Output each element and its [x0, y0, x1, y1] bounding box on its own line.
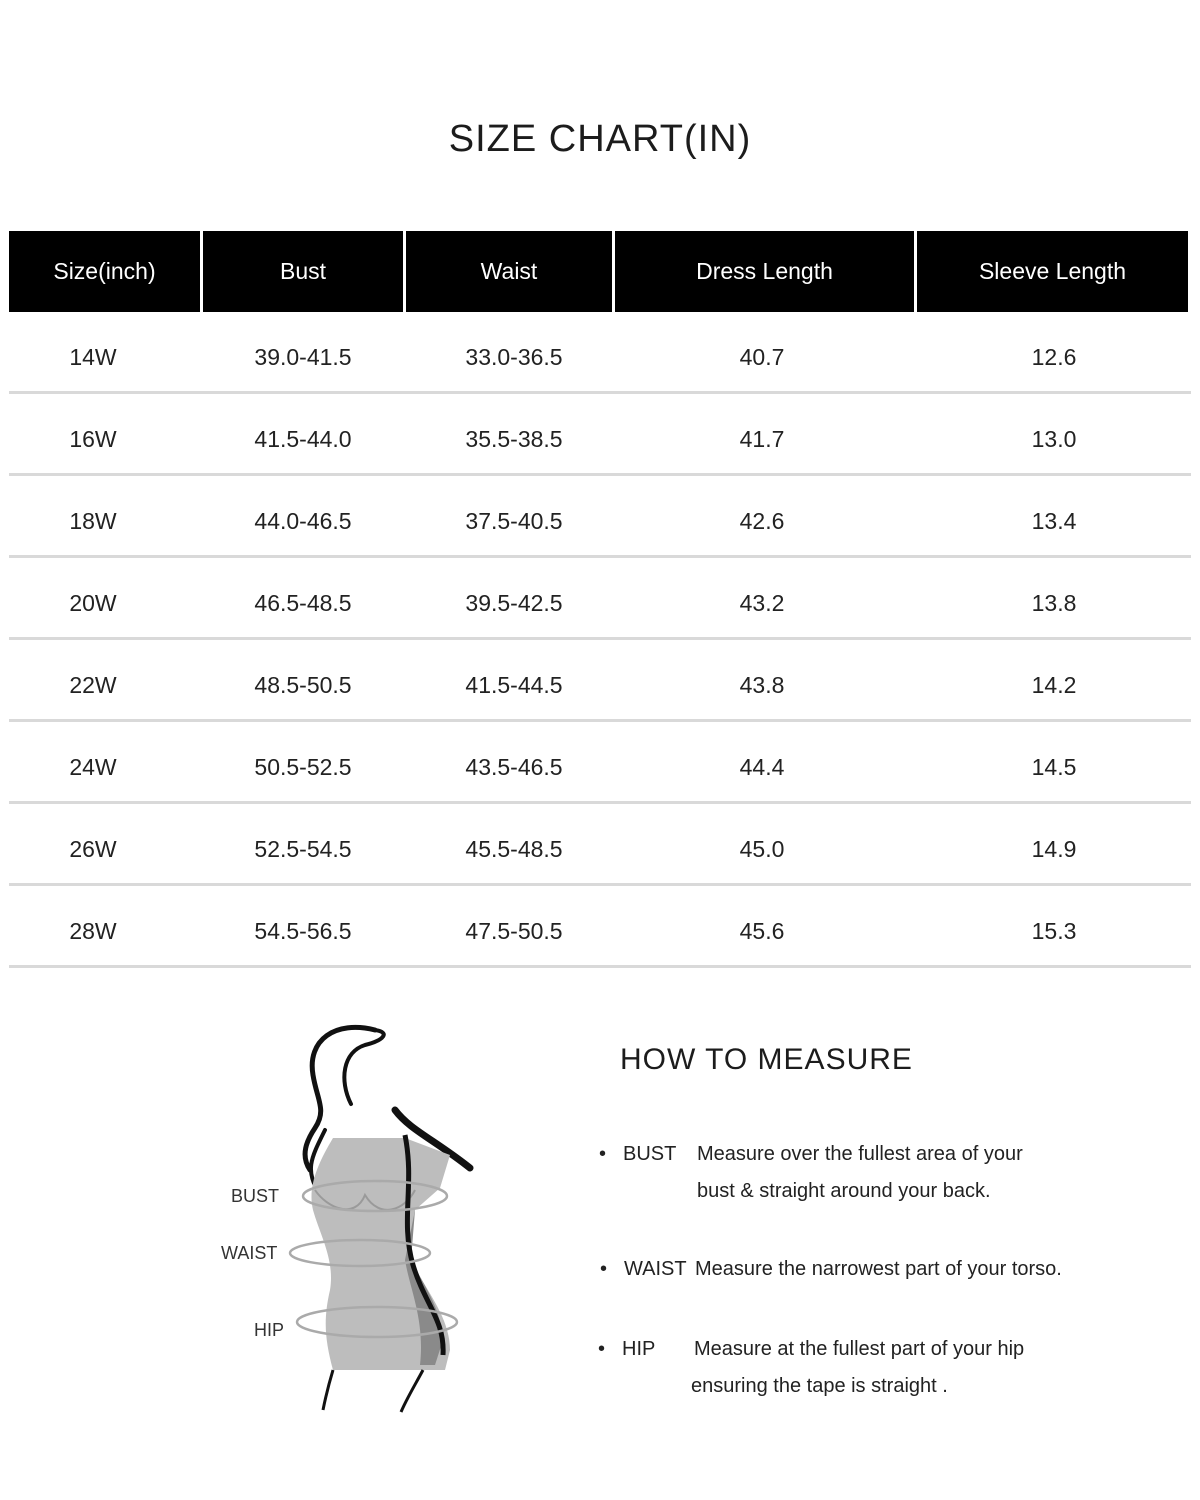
measure-item-waist — [600, 1251, 1062, 1287]
cell-sleeve-length: 14.2 — [1031, 672, 1077, 698]
cell-waist: 35.5-38.5 — [465, 426, 563, 452]
table-row — [9, 722, 1191, 804]
cell-dress-length: 45.6 — [739, 918, 785, 944]
cell-dress-length: 41.7 — [739, 426, 785, 452]
cell-size: 16W — [69, 426, 117, 452]
cell-bust: 48.5-50.5 — [254, 672, 352, 698]
cell-bust: 44.0-46.5 — [254, 508, 352, 534]
body-measure-figure — [215, 1020, 485, 1420]
header-sleeve-length: Sleeve Length — [917, 231, 1188, 312]
cell-dress-length: 43.2 — [739, 590, 785, 616]
header-size: Size(inch) — [9, 231, 200, 312]
measure-text: Measure at the fullest part of your hip — [694, 1338, 1025, 1360]
cell-dress-length: 40.7 — [739, 344, 785, 370]
measure-text-line2: ensuring the tape is straight . — [691, 1375, 948, 1397]
bullet-icon: • — [600, 1258, 608, 1280]
how-to-measure-title: HOW TO MEASURE — [620, 1043, 913, 1076]
figure-bust-label: BUST — [231, 1186, 280, 1206]
cell-sleeve-length: 15.3 — [1031, 918, 1077, 944]
cell-dress-length: 45.0 — [739, 836, 785, 862]
measure-label: HIP — [622, 1338, 656, 1360]
cell-size: 14W — [69, 344, 117, 370]
table-row — [9, 394, 1191, 476]
cell-waist: 43.5-46.5 — [465, 754, 563, 780]
cell-dress-length: 43.8 — [739, 672, 785, 698]
table-header — [9, 231, 1191, 312]
cell-bust: 41.5-44.0 — [254, 426, 352, 452]
table-row — [9, 886, 1191, 968]
cell-waist: 39.5-42.5 — [465, 590, 563, 616]
cell-bust: 39.0-41.5 — [254, 344, 352, 370]
cell-dress-length: 44.4 — [739, 754, 785, 780]
cell-bust: 54.5-56.5 — [254, 918, 352, 944]
table-row — [9, 558, 1191, 640]
cell-waist: 33.0-36.5 — [465, 344, 563, 370]
size-table-body — [9, 312, 1191, 968]
cell-waist: 45.5-48.5 — [465, 836, 563, 862]
table-row — [9, 804, 1191, 886]
bullet-icon: • — [598, 1338, 606, 1360]
cell-size: 22W — [69, 672, 117, 698]
table-row — [9, 476, 1191, 558]
measure-label: BUST — [623, 1143, 677, 1165]
measure-text-line2: bust & straight around your back. — [697, 1180, 991, 1202]
measure-label: WAIST — [624, 1258, 687, 1280]
cell-bust: 46.5-48.5 — [254, 590, 352, 616]
cell-sleeve-length: 13.8 — [1031, 590, 1077, 616]
cell-bust: 52.5-54.5 — [254, 836, 352, 862]
body-silhouette-icon — [215, 1020, 485, 1420]
table-row — [9, 640, 1191, 722]
header-waist: Waist — [406, 231, 612, 312]
cell-size: 26W — [69, 836, 117, 862]
header-dress-length: Dress Length — [615, 231, 914, 312]
figure-hip-label: HIP — [254, 1320, 285, 1340]
bullet-icon: • — [599, 1143, 607, 1165]
measure-text: Measure the narrowest part of your torso. — [695, 1258, 1062, 1280]
cell-sleeve-length: 13.4 — [1031, 508, 1077, 534]
cell-size: 18W — [69, 508, 117, 534]
cell-sleeve-length: 13.0 — [1031, 426, 1077, 452]
measure-text: Measure over the fullest area of your — [697, 1143, 1023, 1165]
header-bust: Bust — [203, 231, 403, 312]
measure-item-hip — [598, 1331, 1025, 1397]
page-title: SIZE CHART(IN) — [448, 118, 752, 160]
cell-sleeve-length: 14.5 — [1031, 754, 1077, 780]
cell-waist: 37.5-40.5 — [465, 508, 563, 534]
cell-sleeve-length: 14.9 — [1031, 836, 1077, 862]
measure-item-bust — [599, 1136, 1023, 1202]
cell-size: 24W — [69, 754, 117, 780]
table-row — [9, 312, 1191, 394]
cell-size: 28W — [69, 918, 117, 944]
cell-waist: 47.5-50.5 — [465, 918, 563, 944]
cell-sleeve-length: 12.6 — [1031, 344, 1077, 370]
cell-size: 20W — [69, 590, 117, 616]
figure-waist-label: WAIST — [221, 1243, 278, 1263]
cell-dress-length: 42.6 — [739, 508, 785, 534]
cell-waist: 41.5-44.5 — [465, 672, 563, 698]
cell-bust: 50.5-52.5 — [254, 754, 352, 780]
